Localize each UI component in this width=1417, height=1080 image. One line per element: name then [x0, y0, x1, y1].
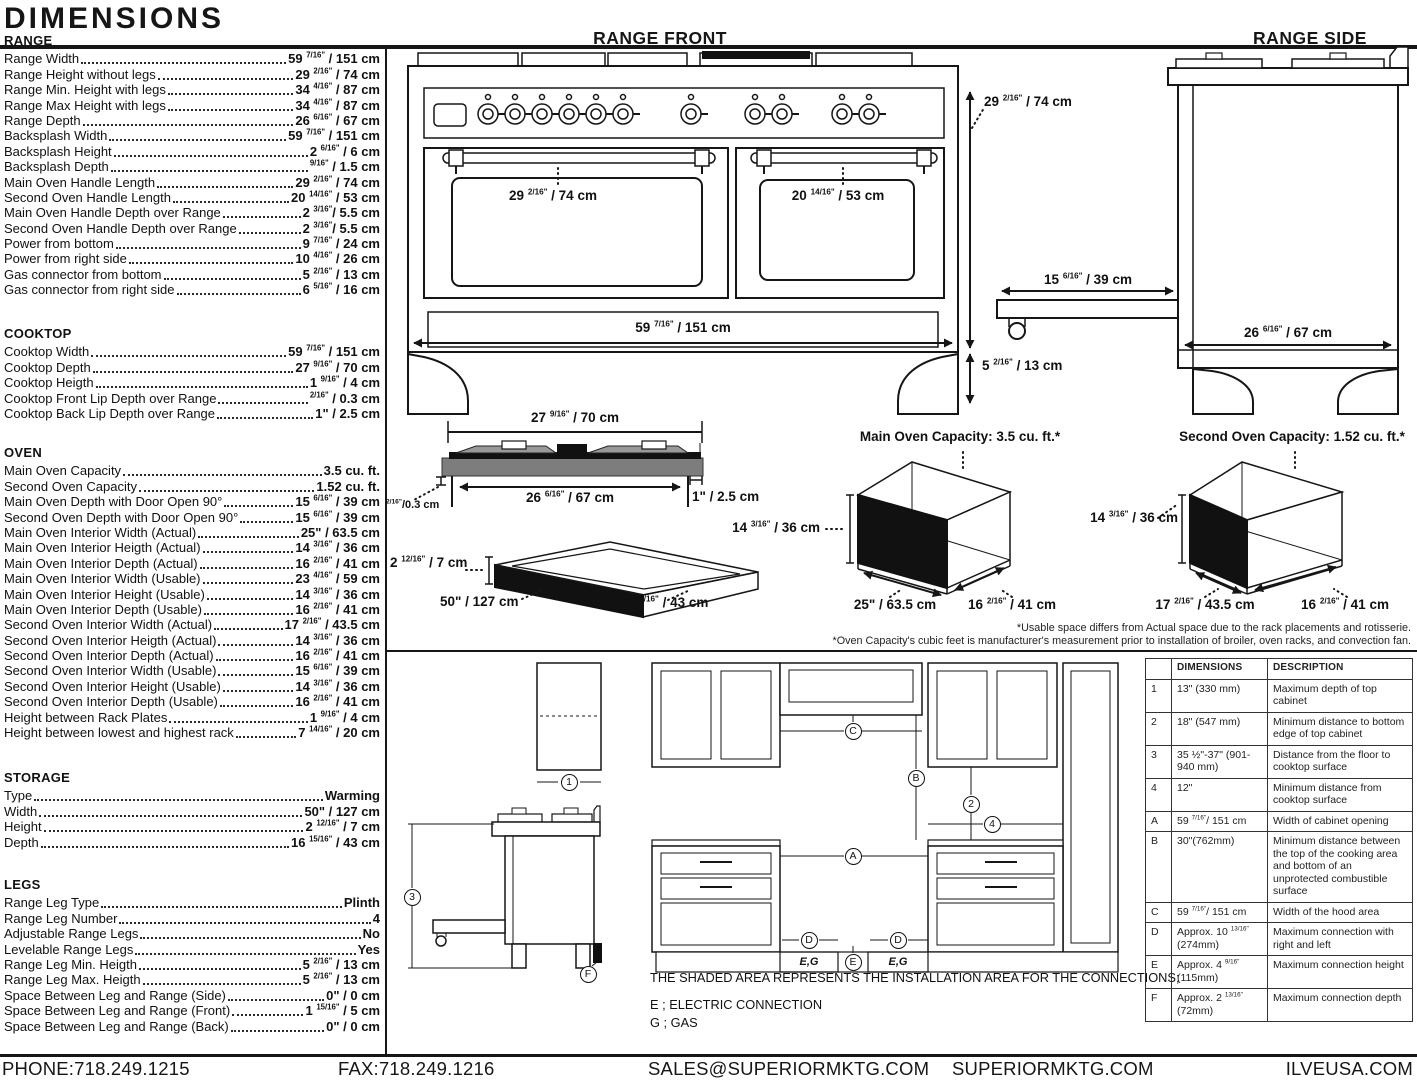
spec-row: Cooktop Depth 27 $^{9/16"}$ / 70 cm — [4, 359, 380, 375]
table-cell-id: A — [1146, 811, 1172, 832]
range-front-diagram — [408, 52, 984, 414]
dotted-leader — [111, 170, 308, 172]
spec-row: Second Oven Depth with Door Open 90° 15 $^{6/16"}$ / 39 cm — [4, 509, 380, 525]
marker-3: 3 — [404, 889, 421, 906]
spec-row: Gas connector from bottom 5 $^{2/16"}$ / 13 cm — [4, 266, 380, 282]
dotted-leader — [240, 521, 293, 523]
top-diagrams-svg — [385, 48, 1417, 650]
spec-row: Width 50" / 127 cm — [4, 803, 380, 819]
dotted-leader — [223, 690, 294, 692]
dotted-leader — [135, 953, 355, 955]
dim-label-second-handle: 20 $^{14/16"}$ / 53 cm — [791, 187, 885, 203]
second-oven-capacity-title: Second Oven Capacity: 1.52 cu. ft.* — [1179, 429, 1405, 444]
dotted-leader — [231, 1030, 324, 1032]
table-row — [1146, 832, 1413, 903]
dotted-leader — [129, 262, 294, 264]
spec-row: Cooktop Width 59 $^{7/16"}$ / 151 cm — [4, 344, 380, 360]
dotted-leader — [198, 536, 299, 538]
table-cell-id: B — [1146, 832, 1172, 903]
install-note: THE SHADED AREA REPRESENTS THE INSTALLATION AREA FOR THE CONNECTIONS; — [650, 970, 1180, 985]
dotted-leader — [158, 78, 294, 80]
table-cell-description: Minimum distance from cooktop surface — [1268, 778, 1413, 811]
spec-row: Second Oven Interior Depth (Actual) 16 $^{2/16"}$ / 41 cm — [4, 647, 380, 664]
dotted-leader — [216, 659, 294, 661]
dotted-leader — [239, 232, 301, 234]
dotted-leader — [34, 799, 323, 801]
table-row — [1146, 923, 1413, 956]
dotted-leader — [200, 567, 294, 569]
table-header-dimensions: DIMENSIONS — [1172, 659, 1268, 680]
section-storage — [4, 770, 380, 850]
table-cell-description: Maximum connection depth — [1268, 989, 1413, 1022]
section-range — [4, 33, 380, 297]
spec-row: Second Oven Interior Height (Usable) 14 $^{3/16"}$ / 36 cm — [4, 678, 380, 694]
dim-label-main-oven-width: 25" / 63.5 cm — [853, 597, 937, 612]
table-row — [1146, 778, 1413, 811]
dotted-leader — [116, 247, 301, 249]
spec-row: Backsplash Height 2 $^{6/16"}$ / 6 cm — [4, 143, 380, 159]
spec-row: Space Between Leg and Range (Front) 1 $^{15/16"}$ / 5 cm — [4, 1002, 380, 1019]
spec-row: Height between Rack Plates 1 $^{9/16"}$ / 4 cm — [4, 709, 380, 725]
dim-label-second-oven-depth: 16 $^{2/16"}$ / 41 cm — [1301, 596, 1389, 612]
dotted-leader — [223, 216, 301, 218]
table-cell-id: 4 — [1146, 778, 1172, 811]
dotted-leader — [207, 598, 293, 600]
table-row — [1146, 811, 1413, 832]
spec-row: Main Oven Depth with Door Open 90° 15 $^{6/16"}$ / 39 cm — [4, 493, 380, 510]
dim-label-front-width: 59 $^{7/16"}$ / 151 cm — [635, 319, 731, 335]
spec-rows — [4, 463, 380, 740]
spec-row: Levelable Range Legs Yes — [4, 941, 380, 957]
spec-row: Range Leg Type Plinth — [4, 895, 380, 911]
table-cell-dimension: Approx. 2 $^{13/16"}$ (72mm) — [1172, 989, 1268, 1022]
footer-email: SALES@SUPERIORMKTG.COM — [648, 1058, 930, 1079]
spec-row: Second Oven Handle Depth over Range 2 $^{3/16"}$/ 5.5 cm — [4, 220, 380, 236]
spec-row: Cooktop Front Lip Depth over Range $^{2/16"}$ / 0.3 cm — [4, 390, 380, 406]
marker-4: 4 — [984, 816, 1001, 833]
section-heading: OVEN — [4, 445, 43, 460]
range-side-title: RANGE SIDE — [1253, 28, 1367, 48]
table-row — [1146, 712, 1413, 745]
table-cell-id: C — [1146, 902, 1172, 923]
spec-row: Gas connector from right side 6 $^{5/16"}$ / 16 cm — [4, 281, 380, 298]
dim-label-storage-width: 50" / 127 cm — [440, 594, 519, 609]
spec-row: Range Leg Number 4 — [4, 910, 380, 926]
marker-b: B — [908, 770, 925, 787]
spec-row: Main Oven Interior Width (Actual) 25" / 63.5 cm — [4, 524, 380, 540]
dim-label-cooktop-inner: 26 $^{6/16"}$ / 67 cm — [526, 489, 614, 505]
spec-row: Power from right side 10 $^{4/16"}$ / 26 cm — [4, 251, 380, 267]
table-header-id — [1146, 659, 1172, 680]
dotted-leader — [177, 293, 301, 295]
footer-phone: PHONE:718.249.1215 — [2, 1058, 190, 1079]
dim-label-second-oven-height: 14 $^{3/16"}$ / 36 cm — [1090, 509, 1178, 525]
spec-row: Range Min. Height with legs 34 $^{4/16"}$ / 87 cm — [4, 81, 380, 98]
footer-fax: FAX:718.249.1216 — [338, 1058, 495, 1079]
dotted-leader — [44, 830, 304, 832]
spec-row: Cooktop Back Lip Depth over Range 1" / 2.5 cm — [4, 405, 380, 421]
marker-d-right: D — [890, 932, 907, 949]
dotted-leader — [236, 736, 296, 738]
dim-label-storage-height: 2 $^{12/16"}$ / 7 cm — [390, 554, 468, 570]
marker-2: 2 — [963, 796, 980, 813]
spec-rows — [4, 51, 380, 297]
spec-row: Main Oven Capacity 3.5 cu. ft. — [4, 463, 380, 479]
marker-a: A — [845, 848, 862, 865]
connection-area-label-right: E,G — [888, 956, 908, 968]
dotted-leader — [93, 371, 294, 373]
table-cell-dimension: Approx. 10 $^{13/16"}$ (274mm) — [1172, 923, 1268, 956]
dotted-leader — [157, 186, 293, 188]
table-cell-dimension: 59 $^{7/16"}$/ 151 cm — [1172, 902, 1268, 923]
dim-label-back-lip: 1" / 2.5 cm — [692, 489, 760, 504]
second-oven-capacity-diagram — [1158, 452, 1347, 597]
table-cell-description: Maximum connection height — [1268, 956, 1413, 989]
table-cell-description: Minimum distance between the top of the cooking area and bottom of an unprotected combustible surface — [1268, 832, 1413, 903]
dim-label-side-depth: 26 $^{6/16"}$ / 67 cm — [1244, 324, 1332, 340]
dotted-leader — [218, 674, 293, 676]
dotted-leader — [41, 846, 289, 848]
main-oven-capacity-title: Main Oven Capacity: 3.5 cu. ft.* — [859, 429, 1061, 444]
dotted-leader — [224, 505, 293, 507]
spec-row: Main Oven Handle Length 29 $^{2/16"}$ / 74 cm — [4, 174, 380, 190]
dotted-leader — [81, 62, 286, 64]
dim-label-leg-height: 5 $^{2/16"}$ / 13 cm — [982, 357, 1063, 373]
footnote-capacity: *Oven Capacity's cubic feet is manufacturer's measurement prior to installation of broiler, oven racks, and convection fan. — [832, 635, 1411, 647]
dotted-leader — [114, 155, 308, 157]
spec-row: Main Oven Interior Heigth (Actual) 14 $^{3/16"}$ / 36 cm — [4, 540, 380, 556]
dotted-leader — [109, 139, 286, 141]
dotted-leader — [204, 613, 293, 615]
spec-row: Second Oven Interior Depth (Usable) 16 $^{2/16"}$ / 41 cm — [4, 693, 380, 710]
dotted-leader — [96, 386, 308, 388]
dotted-leader — [218, 644, 293, 646]
table-cell-description: Width of cabinet opening — [1268, 811, 1413, 832]
table-cell-id: 1 — [1146, 679, 1172, 712]
spec-row: Range Leg Max. Heigth 5 $^{2/16"}$ / 13 cm — [4, 972, 380, 988]
table-cell-description: Minimum distance to bottom edge of top cabinet — [1268, 712, 1413, 745]
dim-label-front-lip: $^{2/16"}$/0.3 cm — [386, 498, 440, 511]
spec-row: Second Oven Capacity 1.52 cu. ft. — [4, 478, 380, 494]
marker-e: E — [845, 954, 862, 971]
page-title: DIMENSIONS — [4, 2, 225, 35]
dotted-leader — [168, 93, 293, 95]
table-cell-dimension: Approx. 4 $^{9/16"}$ (115mm) — [1172, 956, 1268, 989]
table-cell-id: F — [1146, 989, 1172, 1022]
spec-row: Range Max Height with legs 34 $^{4/16"}$ / 87 cm — [4, 97, 380, 113]
table-cell-description: Maximum connection with right and left — [1268, 923, 1413, 956]
spec-row: Second Oven Interior Width (Actual) 17 $^{2/16"}$ / 43.5 cm — [4, 616, 380, 633]
spec-row: Second Oven Handle Length 20 $^{14/16"}$ / 53 cm — [4, 189, 380, 205]
dotted-leader — [119, 922, 370, 924]
dotted-leader — [232, 1014, 303, 1016]
install-elevation-view — [652, 663, 1118, 972]
spec-row: Type Warming — [4, 788, 380, 804]
legend-electric: E ; ELECTRIC CONNECTION — [650, 997, 823, 1012]
dim-label-storage-depth: 16 $^{15/16"}$ / 43 cm — [616, 594, 709, 610]
spec-row: Main Oven Interior Height (Usable) 14 $^{3/16"}$ / 36 cm — [4, 586, 380, 602]
dotted-leader — [218, 402, 307, 404]
spec-rows — [4, 788, 380, 850]
dotted-leader — [220, 705, 293, 707]
install-table-body — [1146, 679, 1413, 1022]
spec-row: Power from bottom 9 $^{7/16"}$ / 24 cm — [4, 235, 380, 252]
dotted-leader — [169, 721, 308, 723]
dim-label-front-height: 29 $^{2/16"}$ / 74 cm — [984, 93, 1072, 109]
table-cell-id: 2 — [1146, 712, 1172, 745]
spec-row: Height between lowest and highest rack 7 $^{14/16"}$ / 20 cm — [4, 724, 380, 741]
section-cooktop — [4, 326, 380, 421]
dim-label-main-oven-depth: 16 $^{2/16"}$ / 41 cm — [968, 596, 1056, 612]
table-row — [1146, 902, 1413, 923]
spec-row: Depth 16 $^{15/16"}$ / 43 cm — [4, 834, 380, 850]
table-cell-dimension: 30"(762mm) — [1172, 832, 1268, 903]
dotted-leader — [83, 124, 294, 126]
spec-row: Main Oven Interior Depth (Actual) 16 $^{2/16"}$ / 41 cm — [4, 555, 380, 571]
table-row — [1146, 679, 1413, 712]
table-cell-id: D — [1146, 923, 1172, 956]
spec-row: Cooktop Heigth 1 $^{9/16"}$ / 4 cm — [4, 374, 380, 391]
spec-row: Range Leg Min. Heigth 5 $^{2/16"}$ / 13 cm — [4, 956, 380, 972]
dotted-leader — [203, 551, 294, 553]
dotted-leader — [91, 355, 286, 357]
spec-row: Main Oven Interior Width (Usable) 23 $^{4/16"}$ / 59 cm — [4, 570, 380, 587]
section-legs — [4, 877, 380, 1034]
section-heading: LEGS — [4, 877, 41, 892]
footer-divider — [0, 1054, 1417, 1057]
install-table — [1145, 658, 1413, 1022]
dim-label-main-oven-height: 14 $^{3/16"}$ / 36 cm — [732, 519, 820, 535]
section-heading: STORAGE — [4, 770, 71, 785]
footer-website-ilve: ILVEUSA.COM — [1285, 1058, 1413, 1079]
table-cell-description: Width of the hood area — [1268, 902, 1413, 923]
table-cell-description: Distance from the floor to cooktop surface — [1268, 745, 1413, 778]
main-oven-capacity-diagram — [826, 452, 1012, 597]
table-cell-id: 3 — [1146, 745, 1172, 778]
table-cell-description: Maximum depth of top cabinet — [1268, 679, 1413, 712]
dim-label-door-open: 15 $^{6/16"}$ / 39 cm — [1044, 271, 1132, 287]
dotted-leader — [173, 201, 289, 203]
table-row — [1146, 989, 1413, 1022]
legend-gas: G ; GAS — [650, 1015, 698, 1030]
dim-label-cooktop-width: 27 $^{9/16"}$ / 70 cm — [531, 409, 619, 425]
spec-rows — [4, 344, 380, 421]
install-diagrams-svg — [385, 650, 1145, 1050]
spec-row: Range Height without legs 29 $^{2/16"}$ / 74 cm — [4, 66, 380, 82]
spec-row: Main Oven Interior Depth (Usable) 16 $^{2/16"}$ / 41 cm — [4, 601, 380, 617]
dim-label-main-handle: 29 $^{2/16"}$ / 74 cm — [509, 187, 597, 203]
dotted-leader — [101, 906, 342, 908]
install-side-view — [408, 663, 601, 968]
table-cell-dimension: 18" (547 mm) — [1172, 712, 1268, 745]
range-front-title: RANGE FRONT — [593, 28, 727, 48]
dotted-leader — [39, 815, 302, 817]
spec-row: Height 2 $^{12/16"}$ / 7 cm — [4, 818, 380, 835]
table-cell-dimension: 35 ½"-37" (901-940 mm) — [1172, 745, 1268, 778]
spec-row: Main Oven Handle Depth over Range 2 $^{3/16"}$/ 5.5 cm — [4, 204, 380, 221]
marker-d-left: D — [801, 932, 818, 949]
spec-row: Space Between Leg and Range (Back) 0" / 0 cm — [4, 1018, 380, 1034]
table-row — [1146, 745, 1413, 778]
spec-row: Space Between Leg and Range (Side) 0" / 0 cm — [4, 987, 380, 1003]
section-heading: COOKTOP — [4, 326, 72, 341]
table-header-row — [1146, 659, 1413, 680]
dotted-leader — [164, 278, 301, 280]
table-cell-dimension: 12" — [1172, 778, 1268, 811]
dotted-leader — [123, 474, 322, 476]
marker-f: F — [580, 966, 597, 983]
table-cell-dimension: 59 $^{7/16"}$/ 151 cm — [1172, 811, 1268, 832]
footnote-usable-space: *Usable space differs from Actual space due to the rack placements and rotisserie. — [1016, 622, 1411, 634]
dotted-leader — [228, 999, 324, 1001]
dim-label-second-oven-width: 17 $^{2/16"}$ / 43.5 cm — [1155, 596, 1255, 612]
dotted-leader — [139, 490, 314, 492]
table-row — [1146, 956, 1413, 989]
connection-area-label-left: E,G — [799, 956, 819, 968]
spec-row: Second Oven Interior Width (Usable) 15 $^{6/16"}$ / 39 cm — [4, 663, 380, 679]
dotted-leader — [217, 417, 313, 419]
spec-row: Second Oven Interior Heigth (Actual) 14 $^{3/16"}$ / 36 cm — [4, 632, 380, 648]
spec-row: Adjustable Range Legs No — [4, 926, 380, 942]
section-oven — [4, 445, 380, 740]
dotted-leader — [168, 109, 293, 111]
dotted-leader — [214, 628, 282, 630]
table-cell-dimension: 13" (330 mm) — [1172, 679, 1268, 712]
dotted-leader — [139, 968, 301, 970]
dotted-leader — [203, 582, 294, 584]
dotted-leader — [140, 937, 360, 939]
spec-row: Backsplash Width 59 $^{7/16"}$ / 151 cm — [4, 128, 380, 144]
spec-row: Backsplash Depth $^{9/16"}$ / 1.5 cm — [4, 158, 380, 175]
spec-row: Range Width 59 $^{7/16"}$ / 151 cm — [4, 51, 380, 67]
dotted-leader — [143, 983, 301, 985]
table-cell-id: E — [1146, 956, 1172, 989]
spec-rows — [4, 895, 380, 1034]
table-header-description: DESCRIPTION — [1268, 659, 1413, 680]
section-heading: RANGE — [4, 33, 53, 48]
spec-row: Range Depth 26 $^{6/16"}$ / 67 cm — [4, 112, 380, 128]
footer-website: SUPERIORMKTG.COM — [952, 1058, 1154, 1079]
marker-c: C — [845, 723, 862, 740]
marker-1: 1 — [561, 774, 578, 791]
